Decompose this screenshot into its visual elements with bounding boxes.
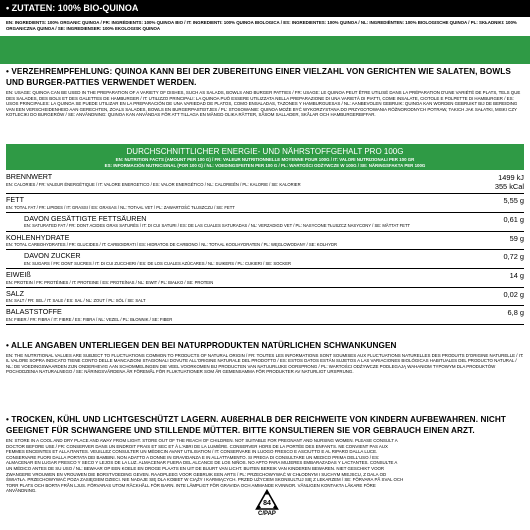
- nutrient-name: BRENNWERT: [6, 172, 53, 182]
- nutrient-translations: EN: CALORIES / FR: VALEUR ÉNERGÉTIQUE / IT: VALORE ENERGETICO / ES: VALOR ENERGÉTICO / NL: CALORIEËN / PL: KALORIE / SE: KALORIER: [6, 181, 301, 187]
- nutrient-value-group: [510, 271, 524, 280]
- usage-panel: [0, 64, 530, 143]
- nutrient-value: 1499 kJ: [498, 173, 524, 183]
- natural-heading: • ALLE ANGABEN UNTERLIEGEN DEN BEI NATURPRODUKTEN NATÜRLICHEN SCHWANKUNGEN: [6, 341, 397, 350]
- nutrition-header: [6, 144, 524, 170]
- recycling-triangle-icon: [255, 489, 279, 511]
- recycling-code: C/PAP: [258, 511, 276, 517]
- nutrient-name: DAVON GESÄTTIGTE FETTSÄUREN: [24, 213, 147, 223]
- nutrient-name: SALZ: [6, 288, 24, 298]
- nutrition-row: [6, 232, 524, 251]
- nutrition-title: DURCHSCHNITTLICHER ENERGIE- UND NÄHRSTOFFGEHALT PRO 100G: [126, 147, 404, 156]
- nutrient-name: EIWEIß: [6, 270, 31, 279]
- nutrition-subtitle-2: ES: INFORMACIÓN NUTRICIONAL (POR 100 G) / NL: VOEDINGSFEITEN PER 100 G / PL: WARTOŚCI ODŻYWCZE W 100G / SE: NÄRINGSFAKTA PER 100G: [104, 162, 426, 168]
- nutrient-value: 6,8 g: [507, 308, 524, 318]
- nutrition-panel: [0, 143, 530, 339]
- nutrition-row: [6, 306, 524, 325]
- nutrient-name: KOHLENHYDRATE: [6, 232, 70, 242]
- nutrition-subtitle-1: EN: NUTRITION FACTS (AMOUNT PER 100 G) / FR: VALEUR NUTRITIONNELLE MOYENNE POUR 100G / IT: VALORI NUTRIZIONALI PER 100 GR: [115, 157, 415, 162]
- nutrient-value: 0,72 g: [503, 252, 524, 262]
- nutrition-row: [6, 171, 524, 194]
- nutrient-name: FETT: [6, 195, 24, 205]
- nutrient-translations: EN: SATURATED FAT / FR: DONT ACIDES GRAS SATURÉS / IT: DI CUI SATURI / ES: DE LAS CUALES SATURADAS / NL: VERZADIGD VET / PL: NASYCONE TŁUSZCZ NASYCONY / SE: MÄTTAT FETT: [24, 223, 411, 229]
- nutrient-value-group: [503, 196, 524, 205]
- ingredients-panel: [0, 17, 530, 36]
- nutrient-translations: EN: SALT / FR: SEL / IT: SALE / ES: SAL / NL: ZOUT / PL: SÓL / SE: SALT: [6, 298, 146, 304]
- nutrition-row-label-group: [24, 215, 410, 229]
- nutrient-value: 14 g: [509, 271, 524, 280]
- ingredients-heading-bar: [0, 0, 530, 17]
- nutrition-row: [6, 269, 524, 288]
- nutrient-translations: EN: TOTAL CARBOHYDRATES / FR: GLUCIDES / IT: CARBOIDRATI / ES: HIDRATOS DE CARBONO / NL: TOTAAL KOOLHYDRATEN / PL: WĘGLOWODANY / SE: KOLHYDR: [6, 242, 338, 248]
- natural-panel: [0, 339, 530, 412]
- nutrition-rows: [6, 171, 524, 325]
- natural-translations: EN: THE NUTRITIONAL VALUES ARE SUBJECT TO FLUCTUATIONS COMMON TO PRODUCTS OF NATURAL ORIGIN / FR: TOUTES LES INFORMATIONS SONT SOUMISES AUX FLUCTUATIONS NATURELLES DES PRODUITS D'ORIGINE NATURELLE / IT: IL VALORE SOPRA INDICATO TIENE CONTO DELLE MANCAZIONI STAGIONALI DOVUTE ALL'ORIGINE NATURALE DEL PRODOTTO / ES: ESTOS DATOS ESTÁN SUJETOS A LAS VARIACIONES BIOLÓGICAS HABITUALES DEL PRODUCTO NATURAL / NL: DE VOEDINGSWAARDEN ZIJN ONDERHEVIG AAN SCHOMMELINGEN DIE VEEL VOORKOMEN BIJ PRODUCTEN VAN NATUURLIJKE OORSPRONG / PL: WARTOŚCI ODŻYWCZE PODLEGAJĄ WAHANIOM TYPOWYM DLA PRODUKTÓW POCHODZENIA NATURALNEGO / SE: NÄRINGSVÄRDENA ÄR FÖREMÅL FÖR FLUKTUATIONER SOM ÄR GEMENSAMMA FÖR PRODUKTER AV NATURLIGT URSPRUNG.: [6, 352, 524, 375]
- recycling-number: 84: [263, 500, 271, 507]
- nutrient-value: 5,55 g: [503, 196, 524, 206]
- nutrient-value-group: [508, 308, 524, 317]
- nutrition-row-label-group: [6, 173, 301, 187]
- nutrition-row-label-group: [6, 271, 213, 285]
- nutrient-value-secondary: 355 kCal: [494, 182, 524, 192]
- storage-translations: EN: STORE IN A COOL AND DRY PLACE AND AWAY FROM LIGHT. STORE OUT OF THE REACH OF CHILDREN. NOT SUITABLE FOR PREGNANT AND NURSING WOMEN. PLEASE CONSULT A DOCTOR BEFORE USE / FR: CONSERVER DANS UN ENDROIT FRAIS ET SEC ET À L'ABRI DE LA LUMIÈRE. CONSERVER HORS DE LA PORTÉE DES ENFANTS. NE CONVIENT PAS AUX FEMMES ENCEINTES ET ALLAITANTES. VEUILLEZ CONSULTER UN MÉDECIN AVANT UTILISATION / IT: CONSERVARE IN LUOGO FRESCO E ASCIUTTO E AL RIPARO DALLA LUCE. CONSERVARE FUORI DALLA PORTATA DEI BAMBINI. NON ADATTO A DONNE IN GRAVIDANZA E IN ALLATTAMENTO. SI PREGA DI CONSULTARE UN MEDICO PRIMA DELL'USO / ES: ALMACENAR EN LUGAR FRESCO Y SECO Y LEJOS DE LA LUZ. ALMACENAR FUERA DEL ALCANCE DE LOS NIÑOS. NO APTO PARA MUJERES EMBARAZADAS Y LACTANTES. CONSULTE A UN MÉDICO ANTES DE SU USO / NL: BEWAAR OP EEN KOELE EN DROGE PLAATS EN UIT DE BUURT VAN LICHT. BUITEN BEREIK VAN KINDEREN BEWAREN. NIET GESCHIKT VOOR ZWANGERE VROUWEN EN VROUWEN DIE BORSTVOEDING GEVEN. RAADPLEEG VOOR GEBRUIK EEN ARTS / PL: PRZECHOWYWAĆ W CHŁODNYM I SUCHYM MIEJSCU, Z DALA OD ŚWIATŁA. PRZECHOWYWAĆ POZA ZASIĘGIEM DZIECI. NIE NADAJE SIĘ DLA KOBIET W CIĄŻY I KARMIĄCYCH. PRZED UŻYCIEM SKONSULTUJ SIĘ Z LEKARZEM / SE: FÖRVARA PÅ SVAL OCH TORR PLATS OCH BORTA FRÅN LJUS. FÖRVARAS UTOM RÄCKHÅLL FÖR BARN. INTE LÄMPLIGT FÖR GRAVIDA OCH AMMANDE KVINNOR. VÄNLIGEN KONTAKTA LÄKARE FÖRE ANVÄNDNING.: [6, 438, 404, 494]
- nutrient-translations: EN: FIBER / FR: FIBRA / IT: FIBRE / ES: FIBRA / NL: VEZEL / PL: BŁONNIK / SE: FIBER: [6, 316, 173, 322]
- nutrient-value: 0,02 g: [503, 289, 524, 299]
- nutrient-value-group: [510, 234, 524, 243]
- ingredients-heading: • ZUTATEN: 100% BIO-QUINOA: [6, 3, 139, 13]
- nutrient-value: 0,61 g: [503, 214, 524, 224]
- nutrient-value-group: [503, 290, 524, 299]
- nutrient-value-group: [495, 173, 524, 191]
- storage-heading: • TROCKEN, KÜHL UND LICHTGESCHÜTZT LAGERN. AUßERHALB DER REICHWEITE VON KINDERN AUFBEWAHREN. NICHT GEEIGNET FÜR SCHWANGERE UND STILLENDE MÜTTER. BITTE KONSULTIEREN SIE VOR GEBRAUCH EINEN ARZT.: [6, 415, 506, 435]
- ingredients-translations: EN: INGREDIENTS: 100% ORGANIC QUINOA / FR: INGRÉDIENTS: 100% QUINOA BIO / IT: INGREDIENTI: 100% QUINOA BIOLOGICA / ES: INGREDIENTES: 100% QUINOA / NL: INGREDIËNTEN: 100% BIOLOGISCHE QUINOA / PL: SKŁADNIKI: 100% ORGANICZNA QUINOA / SE: INGREDIENSER: 100% EKOLOGISK QUINOA: [6, 20, 517, 31]
- nutrient-translations: EN: TOTAL FAT / FR: LIPIDES / IT: GRASSI / ES: GRASAS / NL: TOTAAL VET / PL: ZAWARTOŚĆ TŁUSZCZU / SE: FETT: [6, 204, 235, 210]
- nutrition-row: [6, 213, 524, 232]
- nutrient-translations: EN: PROTEIN / FR: PROTÉINES / IT: PROTEINE / ES: PROTEÍNAS / NL: EIWIT / PL: BIAŁKO / SE: PROTEIN: [6, 279, 214, 285]
- nutrient-value-group: [503, 252, 524, 261]
- nutrition-row: [6, 250, 524, 269]
- nutrition-row-label-group: [6, 196, 235, 210]
- nutrition-row: [6, 288, 524, 307]
- nutrition-row-label-group: [6, 308, 172, 322]
- nutrient-name: DAVON ZUCKER: [24, 251, 81, 261]
- nutrition-row-label-group: [6, 290, 146, 304]
- recycling-mark: [252, 489, 282, 518]
- nutrient-value: 59 g: [509, 233, 524, 243]
- nutrition-row: [6, 194, 524, 213]
- usage-translations: EN: USAGE: QUINOA CAN BE USED IN THE PREPARATION OF A VARIETY OF DISHES, SUCH AS SALADS, BOWLS AND BURGER PATTIES / FR: USAGE: LE QUINOA PEUT ÊTRE UTILISÉ DANS LA PRÉPARATION D'UNE VARIÉTÉ DE PLATS, TELS QUE DES SALADES, DES BOLS ET DES GALETTES DE HAMBURGER / IT: UTILIZZO PRINCIPALI: LA QUINOA PUÒ ESSERE UTILIZZATA NELLA PREPARAZIONE DI UNA VARIETÀ DI PIATTI, COME INSALATE, CIOTOLE E POLPETTE DI HAMBURGER / ES: USOS PRINCIPALES: LA QUINOA SE PUEDE UTILIZAR EN LA PREPARACIÓN DE UNA VARIEDAD DE PLATOS, COMO ENSALADAS, TAZONES Y HAMBURGUESAS / NL: AANBEVOLEN GEBRUIK: QUINOA KAN WORDEN GEBRUIKT BIJ DE BEREIDING VAN EEN VERSCHEIDENHEID AAN GERECHTEN, ZOALS SALADES, BOWLS EN BURGERPASTEITJES / PL: STOSOWANIE: QUINOA MOŻE BYĆ WYKORZYSTANA DO PRZYGOTOWANIA RÓŻNORODNYCH POTRAW, TAKICH JAK SAŁATKI, MISKI CZY KOTLECIKI DO BURGERÓW / SE: ANVÄNDNING: QUINOA KAN ANVÄNDAS FÖR ATT TILLAGA EN MÄNGD OLIKA RÄTTER, SÅSOM SALLADER, SKÅLAR OCH HAMBURGERBIFFAR.: [6, 90, 521, 118]
- nutrition-row-label-group: [24, 252, 291, 266]
- usage-heading: • VERZEHREMPFEHLUNG: QUINOA KANN BEI DER ZUBEREITUNG EINER VIELZAHL VON GERICHTEN WIE SALATEN, BOWLS UND BURGER-PATTIES VERWENDET WERDEN.: [6, 67, 511, 87]
- nutrient-value-group: [503, 215, 524, 224]
- nutrient-name: BALASTSTOFFE: [6, 307, 62, 317]
- nutrition-row-label-group: [6, 234, 337, 248]
- nutrient-translations: EN: SUGARS / FR: DONT SUCRES / IT: DI CUI ZUCCHERI / ES: DE LOS CUALES AZÚCARES / NL: SUIKERS / PL: CUKIERI / SE: SOCKER: [24, 260, 292, 266]
